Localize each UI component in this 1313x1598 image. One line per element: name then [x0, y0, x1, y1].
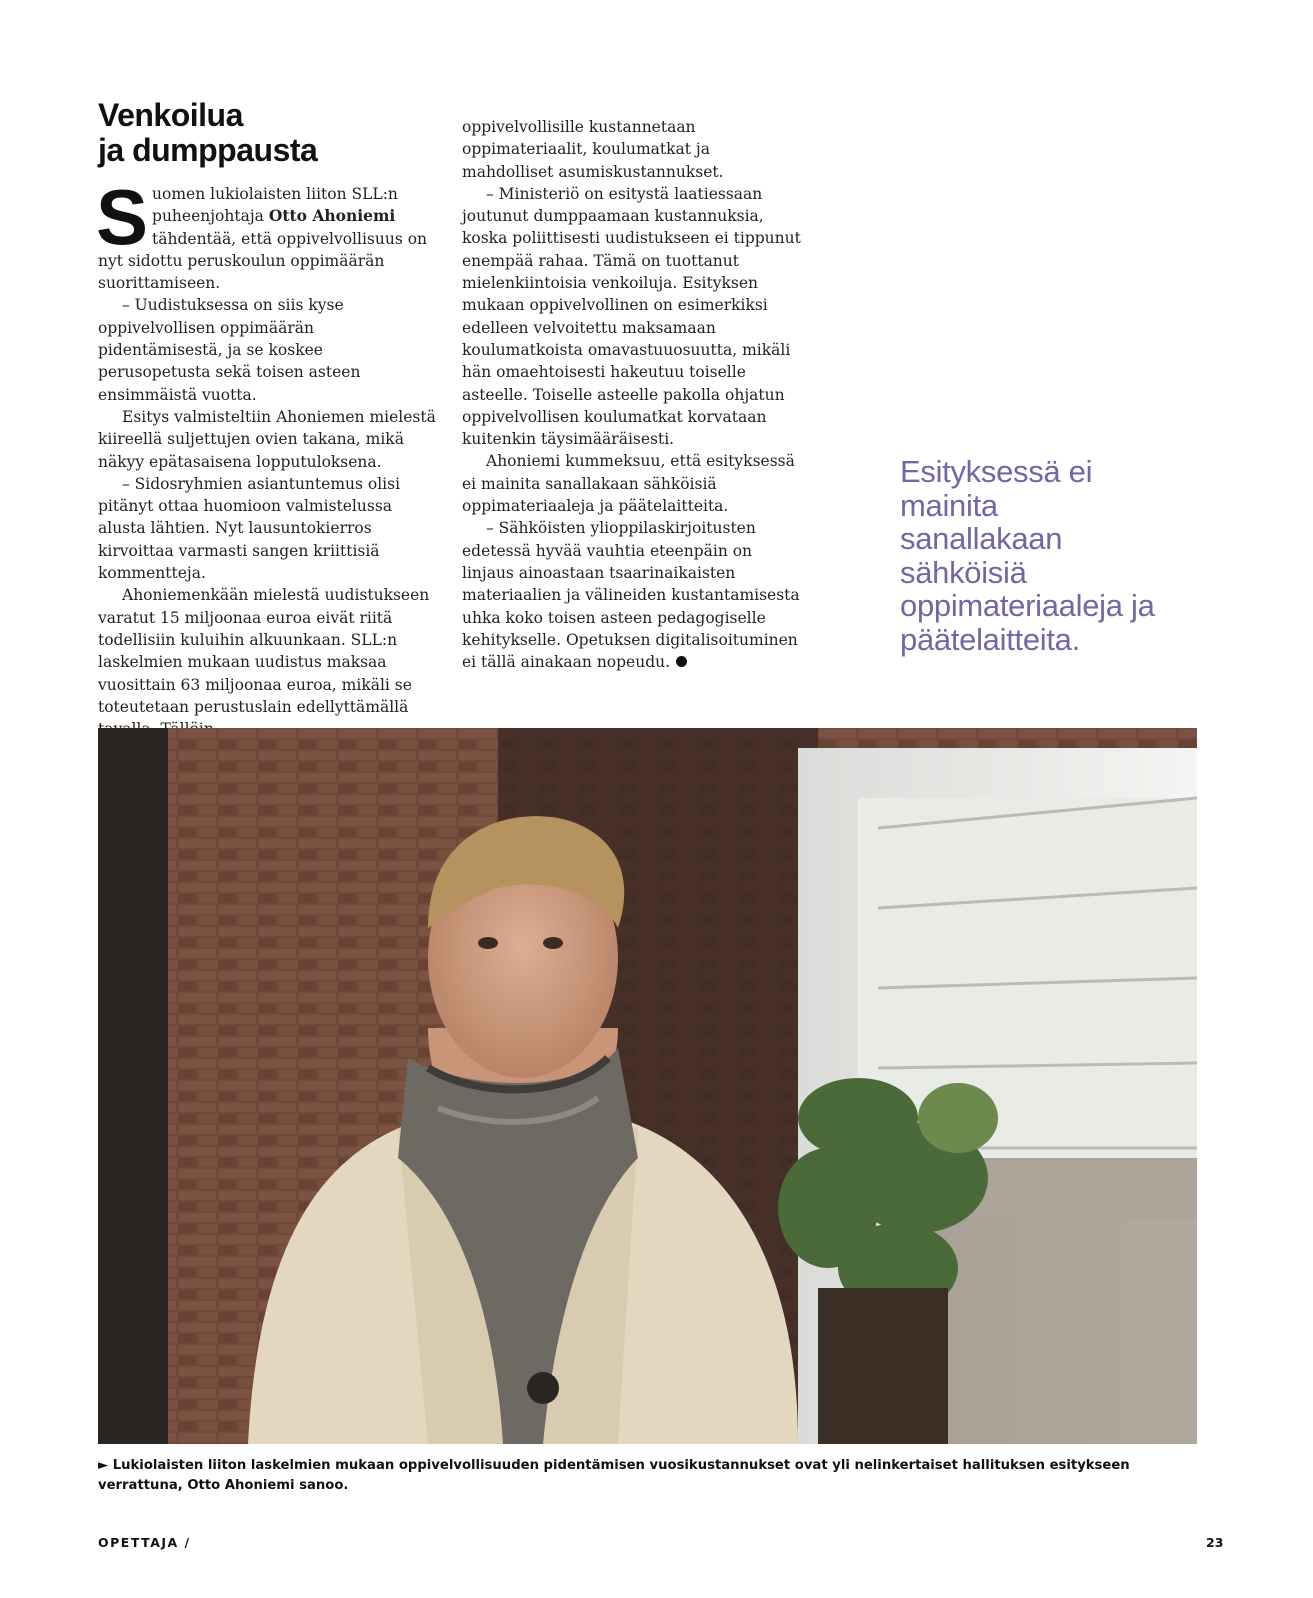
paragraph-1-text-b: tähdentää, että oppivelvollisuus on nyt sidottu peruskoulun oppimäärän suorittamiseen. — [98, 229, 428, 293]
paragraph-2: – Uudistuksessa on siis kyse oppivelvollisen oppimäärän pidentämisestä, ja se koskee perusopetusta sekä toisen asteen ensimmäistä vuotta. — [98, 296, 361, 404]
page-number: 23 — [1206, 1535, 1224, 1550]
pull-quote: Esityksessä ei mainita sanallakaan sähköisiä oppimateriaaleja ja päätelaitteita. — [900, 454, 1155, 657]
magazine-name: OPETTAJA / — [98, 1535, 191, 1550]
headline-line-2: ja dumppausta — [98, 132, 318, 168]
paragraph-9 — [462, 517, 802, 673]
paragraph-9-text: – Sähköisten ylioppilaskirjoitusten edetessä hyvää vauhtia eteenpäin on linjaus ainoastaan tsaarinaikaisten materiaalien ja välineiden kustantamisesta uhka koko toisen asteen pedagogiselle kehitykselle. Opetuksen digitalisoituminen ei tällä ainakaan nopeudu. — [462, 519, 800, 672]
paragraph-6: oppivelvollisille kustannetaan oppimateriaalit, koulumatkat ja mahdolliset asumiskustannukset. — [462, 118, 724, 181]
paragraph-5: Ahoniemenkään mielestä uudistukseen varatut 15 miljoonaa euroa eivät riitä todellisiin kuluihin alkuunkaan. SLL:n laskelmien mukaan uudistus maksaa vuosittain 63 miljoonaa euroa, mikäli se toteutetaan perustuslain edellyttämällä — [98, 586, 430, 716]
paragraph-4: – Sidosryhmien asiantuntemus olisi pitänyt ottaa huomioon valmistelussa alusta lähtien. Nyt lausuntokierros kirvoittaa varmasti sangen kriittisiä kommentteja. — [98, 474, 401, 583]
end-of-article-bullet-icon — [676, 656, 687, 667]
article-column-1 — [96, 173, 438, 740]
person-name: Otto Ahoniemi — [268, 206, 396, 226]
caption-text: Lukiolaisten liiton laskelmien mukaan oppivelvollisuuden pidentämisen vuosikustannukset ovat yli nelinkertaiset hallituksen esitykseen verrattuna, Otto Ahoniemi sanoo. — [98, 1458, 1130, 1493]
headline-line-1: Venkoilua — [98, 97, 243, 133]
paragraph-1 — [96, 173, 438, 294]
caption-arrow-icon: ► — [98, 1458, 109, 1473]
paragraph-7: – Ministeriö on esitystä laatiessaan joutunut dumppaamaan kustannuksia, koska poliittisesti uudistukseen ei tippunut enempää rahaa. Tämä on tuottanut mielenkiintoisia venkoiluja. Esityksen mukaan oppivelvollinen on esimerkiksi edelleen velvoitettu maksamaan koulumatkoista omavastuuosuutta, mikäli hän omaehtoisesti hakeutuu toiselle asteelle. Toiselle asteelle pakolla ohjatun oppivelvollisen koulumatkat korvataan kuitenkin täysimääräisesti. — [462, 184, 801, 449]
portrait-photo — [98, 728, 1197, 1444]
article-column-2 — [462, 116, 802, 673]
paragraph-3: Esitys valmisteltiin Ahoniemen mielestä kiireellä suljettujen ovien takana, mikä näkyy epätasaisena lopputuloksena. — [98, 407, 436, 471]
photo-caption — [98, 1456, 1198, 1496]
paragraph-8: Ahoniemi kummeksuu, että esityksessä ei mainita sanallakaan sähköisiä oppimateriaaleja ja päätelaitteita. — [462, 452, 795, 516]
paragraph-1-text-a: uomen lukiolaisten liiton SLL:n puheenjohtaja — [152, 185, 398, 226]
article-headline — [98, 98, 438, 168]
drop-cap: S — [96, 173, 149, 261]
